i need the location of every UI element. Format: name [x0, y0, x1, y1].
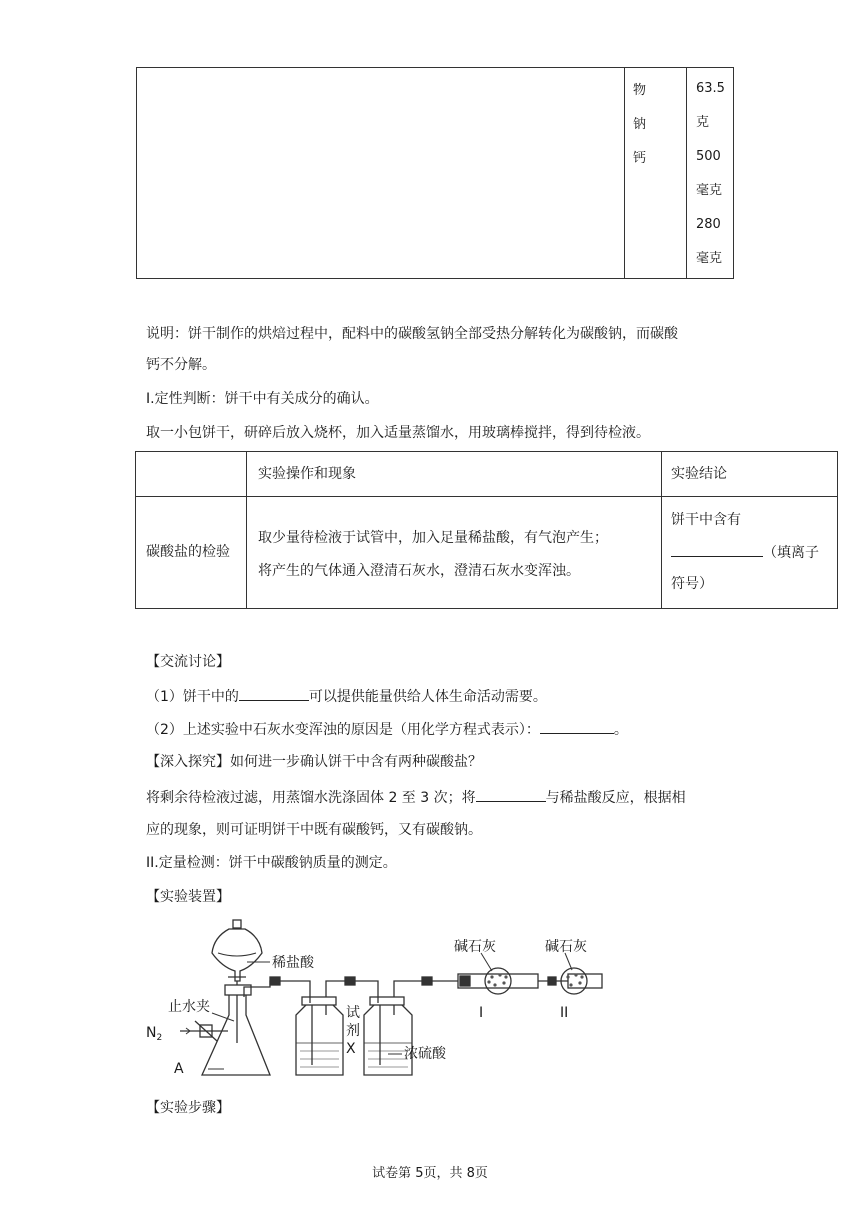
nutrient-name-cell: 物 钠 钙 — [633, 83, 647, 166]
label-soda-lime-1: 碱石灰 — [454, 939, 496, 955]
conclusion-text: （填离子 — [671, 542, 819, 563]
section-heading: 【实验步骤】 — [146, 1100, 230, 1116]
label-sulfuric-acid: 浓硫酸 — [404, 1046, 446, 1062]
operation-text: 取少量待检液于试管中，加入足量稀盐酸，有气泡产生； — [258, 530, 608, 546]
answer-blank[interactable] — [476, 787, 546, 802]
header-operation: 实验操作和现象 — [258, 466, 356, 482]
answer-blank[interactable] — [671, 542, 763, 557]
table-divider — [686, 68, 687, 278]
sulfuric-acid-bottle — [364, 997, 412, 1075]
conclusion-text: 饼干中含有 — [671, 512, 741, 528]
conclusion-text: 符号） — [671, 576, 713, 592]
table-divider — [624, 68, 625, 278]
label-reagent: 剂 — [346, 1023, 360, 1039]
row-label: 碳酸盐的检验 — [146, 544, 230, 560]
label-flask-a: A — [174, 1061, 184, 1077]
header-conclusion: 实验结论 — [671, 466, 727, 482]
label-n2: $N_2$ — [146, 1025, 163, 1043]
label-tube-1: I — [479, 1005, 484, 1021]
label-soda-lime-2: 碱石灰 — [545, 939, 587, 955]
experiment-table — [135, 451, 838, 609]
label-reagent-x: X — [346, 1041, 356, 1057]
nutrition-table — [136, 67, 734, 279]
question-2: （2）上述实验中石灰水变浑浊的原因是（用化学方程式表示）： 。 — [146, 719, 628, 740]
label-clamp: 止水夹 — [168, 999, 210, 1015]
note-line: 说明：饼干制作的烘焙过程中，配料中的碳酸氢钠全部受热分解转化为碳酸钠，而碳酸 — [146, 326, 678, 342]
operation-text: 将产生的气体通入澄清石灰水，澄清石灰水变浑浊。 — [258, 563, 580, 579]
page-footer: 试卷第 5页，共 8页 — [372, 1166, 488, 1181]
label-acid: 稀盐酸 — [272, 955, 314, 971]
drying-tube-1 — [458, 968, 538, 994]
note-line: 钙不分解。 — [146, 357, 216, 373]
section-heading: 【实验装置】 — [146, 889, 230, 905]
filter-text: 应的现象，则可证明饼干中既有碳酸钙，又有碳酸钠。 — [146, 822, 482, 838]
prep-text: 取一小包饼干，研碎后放入烧杯，加入适量蒸馏水，用玻璃棒搅拌，得到待检液。 — [146, 425, 650, 441]
filter-text: 将剩余待检液过滤，用蒸馏水洗涤固体 2 至 3 次；将 与稀盐酸反应，根据相 — [146, 787, 686, 808]
reagent-bottle-x — [296, 997, 343, 1075]
question-1: （1）饼干中的 可以提供能量供给人体生命活动需要。 — [146, 686, 547, 707]
section-title: I.定性判断：饼干中有关成分的确认。 — [146, 391, 379, 407]
answer-blank[interactable] — [239, 686, 309, 701]
nutrient-value-cell: 63.5 克 500 毫克 280 毫克 — [696, 81, 725, 266]
section-title: II.定量检测：饼干中碳酸钠质量的测定。 — [146, 855, 397, 871]
answer-blank[interactable] — [540, 719, 614, 734]
label-reagent: 试 — [346, 1005, 360, 1021]
separatory-funnel — [212, 920, 262, 985]
apparatus-diagram — [140, 915, 610, 1080]
section-heading: 【交流讨论】 — [146, 654, 230, 670]
section-heading: 【深入探究】如何进一步确认饼干中含有两种碳酸盐？ — [146, 754, 482, 770]
label-tube-2: II — [560, 1005, 569, 1021]
